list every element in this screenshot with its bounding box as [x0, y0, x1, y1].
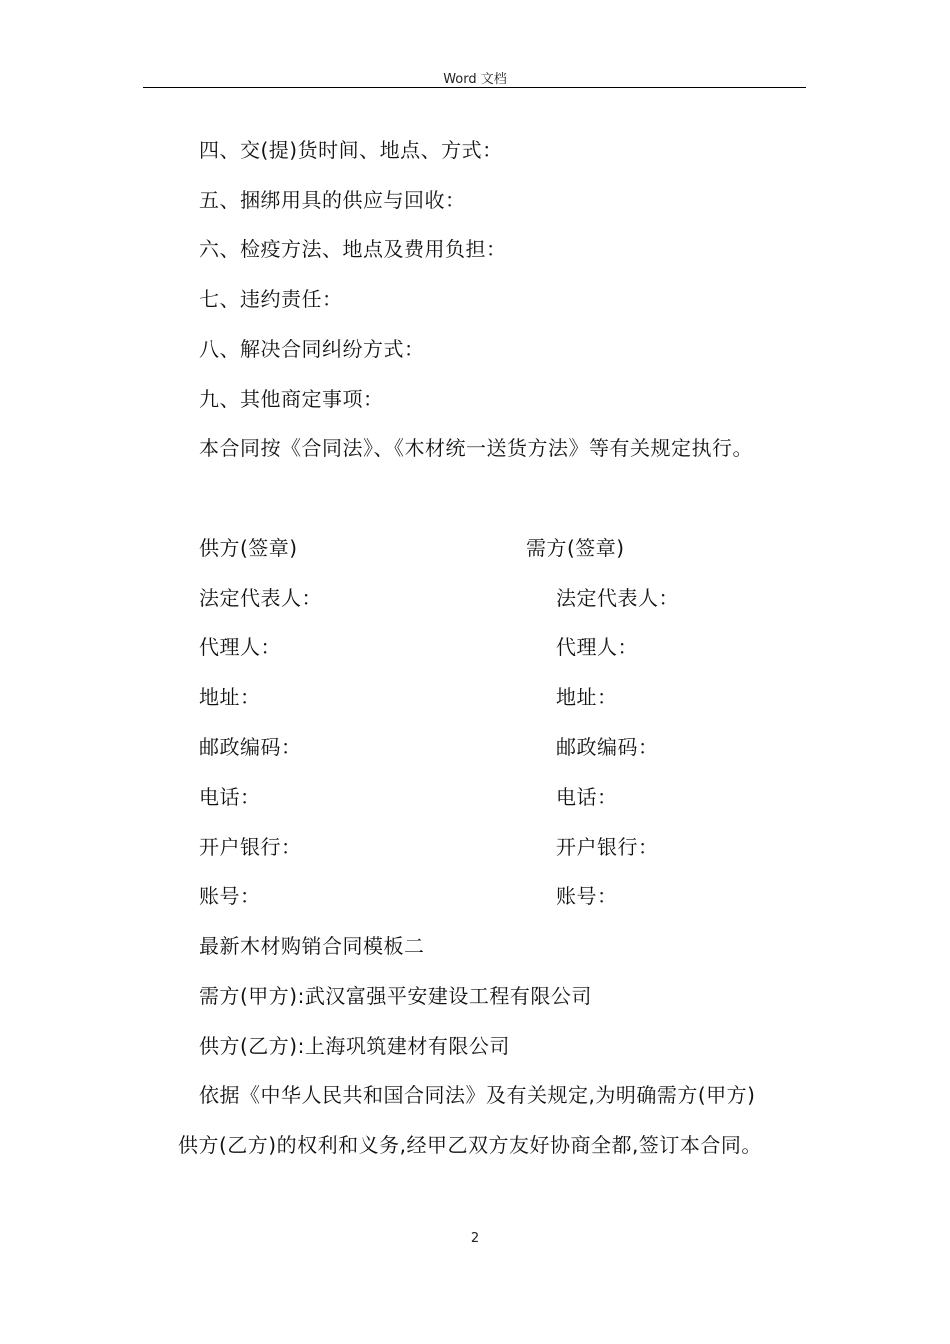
buyer-agent: 代理人：: [556, 635, 638, 659]
clause-9: 九、其他商定事项：: [199, 387, 384, 411]
clause-6: 六、检疫方法、地点及费用负担：: [199, 237, 507, 261]
clause-5: 五、捆绑用具的供应与回收：: [199, 188, 466, 212]
template2-title: 最新木材购销合同模板二: [199, 934, 425, 958]
page-header: Word 文档: [443, 72, 507, 87]
clause-7: 七、违约责任：: [199, 287, 343, 311]
supplier-legal-rep: 法定代表人：: [199, 586, 322, 610]
supplier-phone: 电话：: [199, 785, 261, 809]
statute-line: 本合同按《合同法》、《木材统一送货方法》等有关规定执行。: [199, 436, 753, 460]
template2-seller: 供方(乙方):上海巩筑建材有限公司: [199, 1034, 510, 1058]
buyer-account: 账号：: [556, 884, 618, 908]
clause-4: 四、交(提)货时间、地点、方式：: [199, 138, 503, 162]
clause-8: 八、解决合同纠纷方式：: [199, 337, 425, 361]
supplier-account: 账号：: [199, 884, 261, 908]
supplier-agent: 代理人：: [199, 635, 281, 659]
buyer-phone: 电话：: [556, 785, 618, 809]
template2-buyer: 需方(甲方):武汉富强平安建设工程有限公司: [199, 984, 592, 1008]
supplier-bank: 开户银行：: [199, 835, 302, 859]
page-number: 2: [470, 1231, 480, 1246]
buyer-signature-title: 需方(签章): [526, 536, 625, 560]
supplier-address: 地址：: [199, 685, 261, 709]
buyer-bank: 开户银行：: [556, 835, 659, 859]
buyer-address: 地址：: [556, 685, 618, 709]
supplier-signature-title: 供方(签章): [199, 536, 298, 560]
template2-intro-line1: 依据《中华人民共和国合同法》及有关规定,为明确需方(甲方): [199, 1083, 756, 1107]
buyer-legal-rep: 法定代表人：: [556, 586, 679, 610]
header-rule: [143, 87, 806, 88]
buyer-postcode: 邮政编码：: [556, 735, 659, 759]
supplier-postcode: 邮政编码：: [199, 735, 302, 759]
template2-intro-line2: 供方(乙方)的权利和义务,经甲乙双方友好协商全都,签订本合同。: [178, 1133, 762, 1157]
